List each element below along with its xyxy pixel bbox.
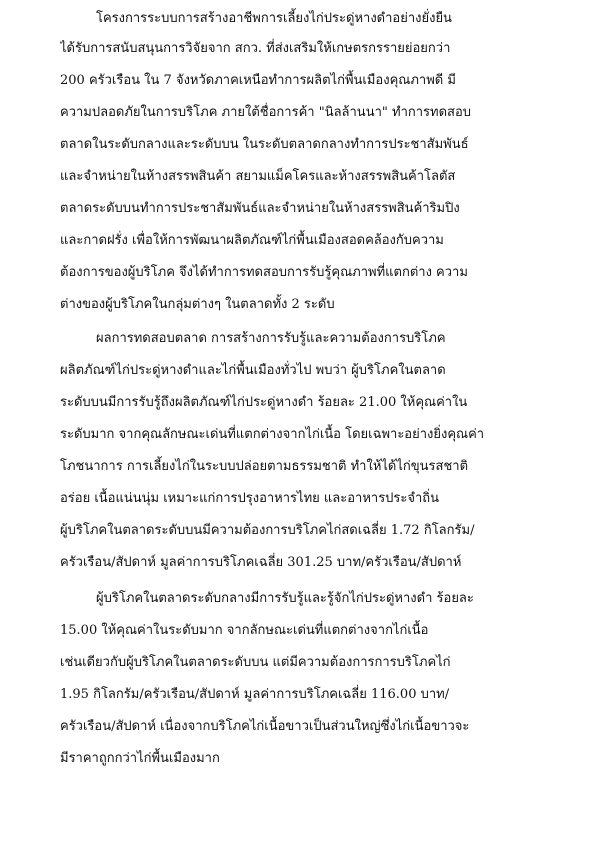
paragraph-3-line-6: มีราคาถูกกว่าไก่พื้นเมืองมาก	[60, 751, 220, 766]
paragraph-1-line-10: ต่างของผู้บริโภคในกลุ่มต่างๆ ในตลาดทั้ง 2 ระดับ	[60, 297, 335, 312]
paragraph-1-line-1: โครงการระบบการสร้างอาชีพการเลี้ยงไก่ประดู่หางดำอย่างยั่งยืน	[96, 11, 452, 26]
paragraph-2-line-6: อร่อย เนื้อแน่นนุ่ม เหมาะแก่การปรุงอาหารไทย และอาหารประจำถิ่น	[60, 491, 440, 506]
paragraph-2-line-5: โภชนาการ การเลี้ยงไก่ในระบบปล่อยตามธรรมชาติ ทำให้ได้ไก่ขุนรสชาติ	[60, 459, 469, 474]
paragraph-1-line-4: ความปลอดภัยในการบริโภค ภายใต้ชื่อการค้า "นิลล้านนา" ทำการทดสอบ	[60, 105, 472, 120]
paragraph-1-line-7: ตลาดระดับบนทำการประชาสัมพันธ์และจำหน่ายในห้างสรรพสินค้าริมปิง	[60, 201, 460, 216]
paragraph-3-line-2: 15.00 ให้คุณค่าในระดับมาก จากลักษณะเด่นที่แตกต่างจากไก่เนื้อ	[60, 623, 429, 638]
paragraph-3-line-4: 1.95 กิโลกรัม/ครัวเรือน/สัปดาห์ มูลค่าการบริโภคเฉลี่ย 116.00 บาท/	[60, 687, 450, 702]
paragraph-1-line-2: ได้รับการสนับสนุนการวิจัยจาก สกว. ที่ส่งเสริมให้เกษตรกรรายย่อยกว่า	[60, 41, 451, 56]
paragraph-2-line-4: ระดับมาก จากคุณลักษณะเด่นที่แตกต่างจากไก่เนื้อ โดยเฉพาะอย่างยิ่งคุณค่า	[60, 427, 485, 442]
paragraph-2-line-1: ผลการทดสอบตลาด การสร้างการรับรู้และความต้องการบริโภค	[96, 331, 446, 346]
paragraph-3-line-3: เช่นเดียวกับผู้บริโภคในตลาดระดับบน แต่มีความต้องการการบริโภคไก่	[60, 655, 451, 670]
paragraph-2-line-2: ผลิตภัณฑ์ไก่ประดู่หางดำและไก่พื้นเมืองทั่วไป พบว่า ผู้บริโภคในตลาด	[60, 363, 446, 378]
paragraph-1-line-3: 200 ครัวเรือน ใน 7 จังหวัดภาคเหนือทำการผลิตไก่พื้นเมืองคุณภาพดี มี	[60, 73, 456, 88]
paragraph-1-line-8: และกาดฝรั่ง เพื่อให้การพัฒนาผลิตภัณฑ์ไก่พื้นเมืองสอดคล้องกับความ	[60, 233, 444, 248]
paragraph-1-line-6: และจำหน่ายในห้างสรรพสินค้า สยามแม็คโครและห้างสรรพสินค้าโลตัส	[60, 169, 456, 184]
paragraph-2-line-8: ครัวเรือน/สัปดาห์ มูลค่าการบริโภคเฉลี่ย 301.25 บาท/ครัวเรือน/สัปดาห์	[60, 555, 462, 570]
paragraph-1-line-5: ตลาดในระดับกลางและระดับบน ในระดับตลาดกลางทำการประชาสัมพันธ์	[60, 137, 469, 152]
paragraph-2-line-7: ผู้บริโภคในตลาดระดับบนมีความต้องการบริโภคไก่สดเฉลี่ย 1.72 กิโลกรัม/	[60, 523, 475, 538]
paragraph-2-line-3: ระดับบนมีการรับรู้ถึงผลิตภัณฑ์ไก่ประดู่หางดำ ร้อยละ 21.00 ให้คุณค่าใน	[60, 395, 468, 410]
paragraph-1-line-9: ต้องการของผู้บริโภค จึงได้ทำการทดสอบการรับรู้คุณภาพที่แตกต่าง ความ	[60, 265, 468, 280]
paragraph-3-line-5: ครัวเรือน/สัปดาห์ เนื่องจากบริโภคไก่เนื้อขาวเป็นส่วนใหญ่ซึ่งไก่เนื้อขาวจะ	[60, 719, 470, 734]
paragraph-3-line-1: ผู้บริโภคในตลาดระดับกลางมีการรับรู้และรู้จักไก่ประดู่หางดำ ร้อยละ	[96, 591, 474, 606]
